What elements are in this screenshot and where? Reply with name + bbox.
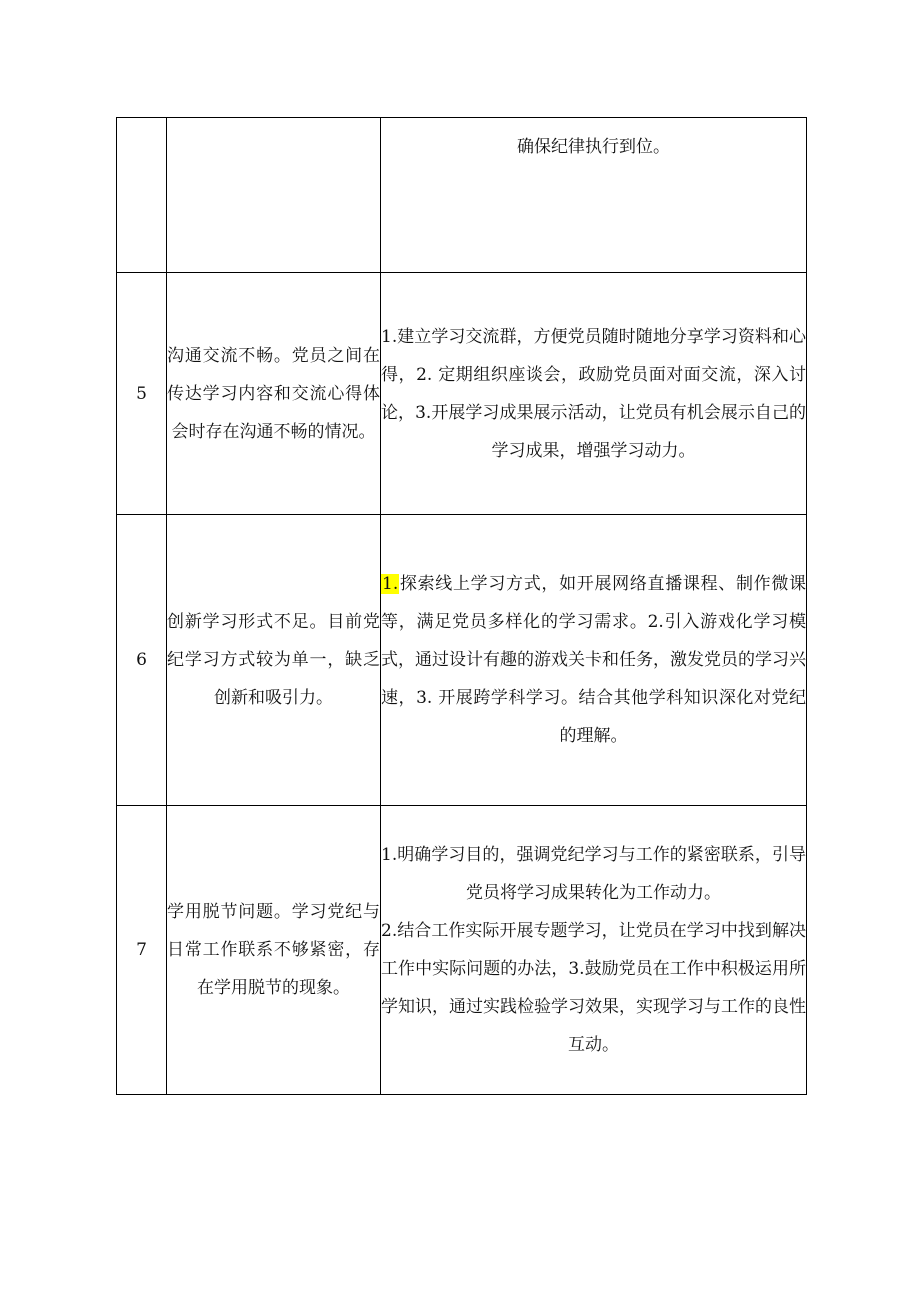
measure-paragraph: 1.明确学习目的，强调党纪学习与工作的紧密联系，引导党员将学习成果转化为工作动力。 <box>381 845 806 903</box>
measures-cell <box>381 515 807 806</box>
measure-text: 探索线上学习方式，如开展网络直播课程、制作微课等，满足党员多样化的学习需求。2.引入游戏化学习模式，通过设计有趣的游戏关卡和任务，激发党员的学习兴速，3. 开展跨学科学习。结合其他学科知识深化对党纪的理解。 <box>381 574 806 746</box>
measures-cell <box>381 118 807 273</box>
row-number: 6 <box>117 515 167 806</box>
table-row <box>117 806 807 1095</box>
measures-cell <box>381 273 807 515</box>
measures-table <box>116 117 807 1095</box>
problem-cell: 学用脱节问题。学习党纪与日常工作联系不够紧密，存在学用脱节的现象。 <box>167 806 381 1095</box>
row-number <box>117 118 167 273</box>
problem-cell <box>167 118 381 273</box>
table-row <box>117 273 807 515</box>
problem-cell: 创新学习形式不足。目前党纪学习方式较为单一，缺乏创新和吸引力。 <box>167 515 381 806</box>
measures-cell <box>381 806 807 1095</box>
measure-paragraph: 确保纪律执行到位。 <box>517 137 670 157</box>
measure-paragraph <box>381 565 806 755</box>
row-number: 7 <box>117 806 167 1095</box>
problem-cell: 沟通交流不畅。党员之间在传达学习内容和交流心得体会时存在沟通不畅的情况。 <box>167 273 381 515</box>
table-row <box>117 118 807 273</box>
table-row <box>117 515 807 806</box>
row-number: 5 <box>117 273 167 515</box>
measure-paragraph: 2.结合工作实际开展专题学习，让党员在学习中找到解决工作中实际问题的办法，3.鼓励党员在工作中积极运用所学知识，通过实践检验学习效果，实现学习与工作的良性互动。 <box>381 921 806 1055</box>
highlighted-text: 1. <box>382 574 399 594</box>
measure-paragraph: 1.建立学习交流群，方便党员随时随地分享学习资料和心得，2. 定期组织座谈会，政励党员面对面交流，深入讨论，3.开展学习成果展示活动，让党员有机会展示自己的学习成果，增强学习动力。 <box>381 326 806 461</box>
